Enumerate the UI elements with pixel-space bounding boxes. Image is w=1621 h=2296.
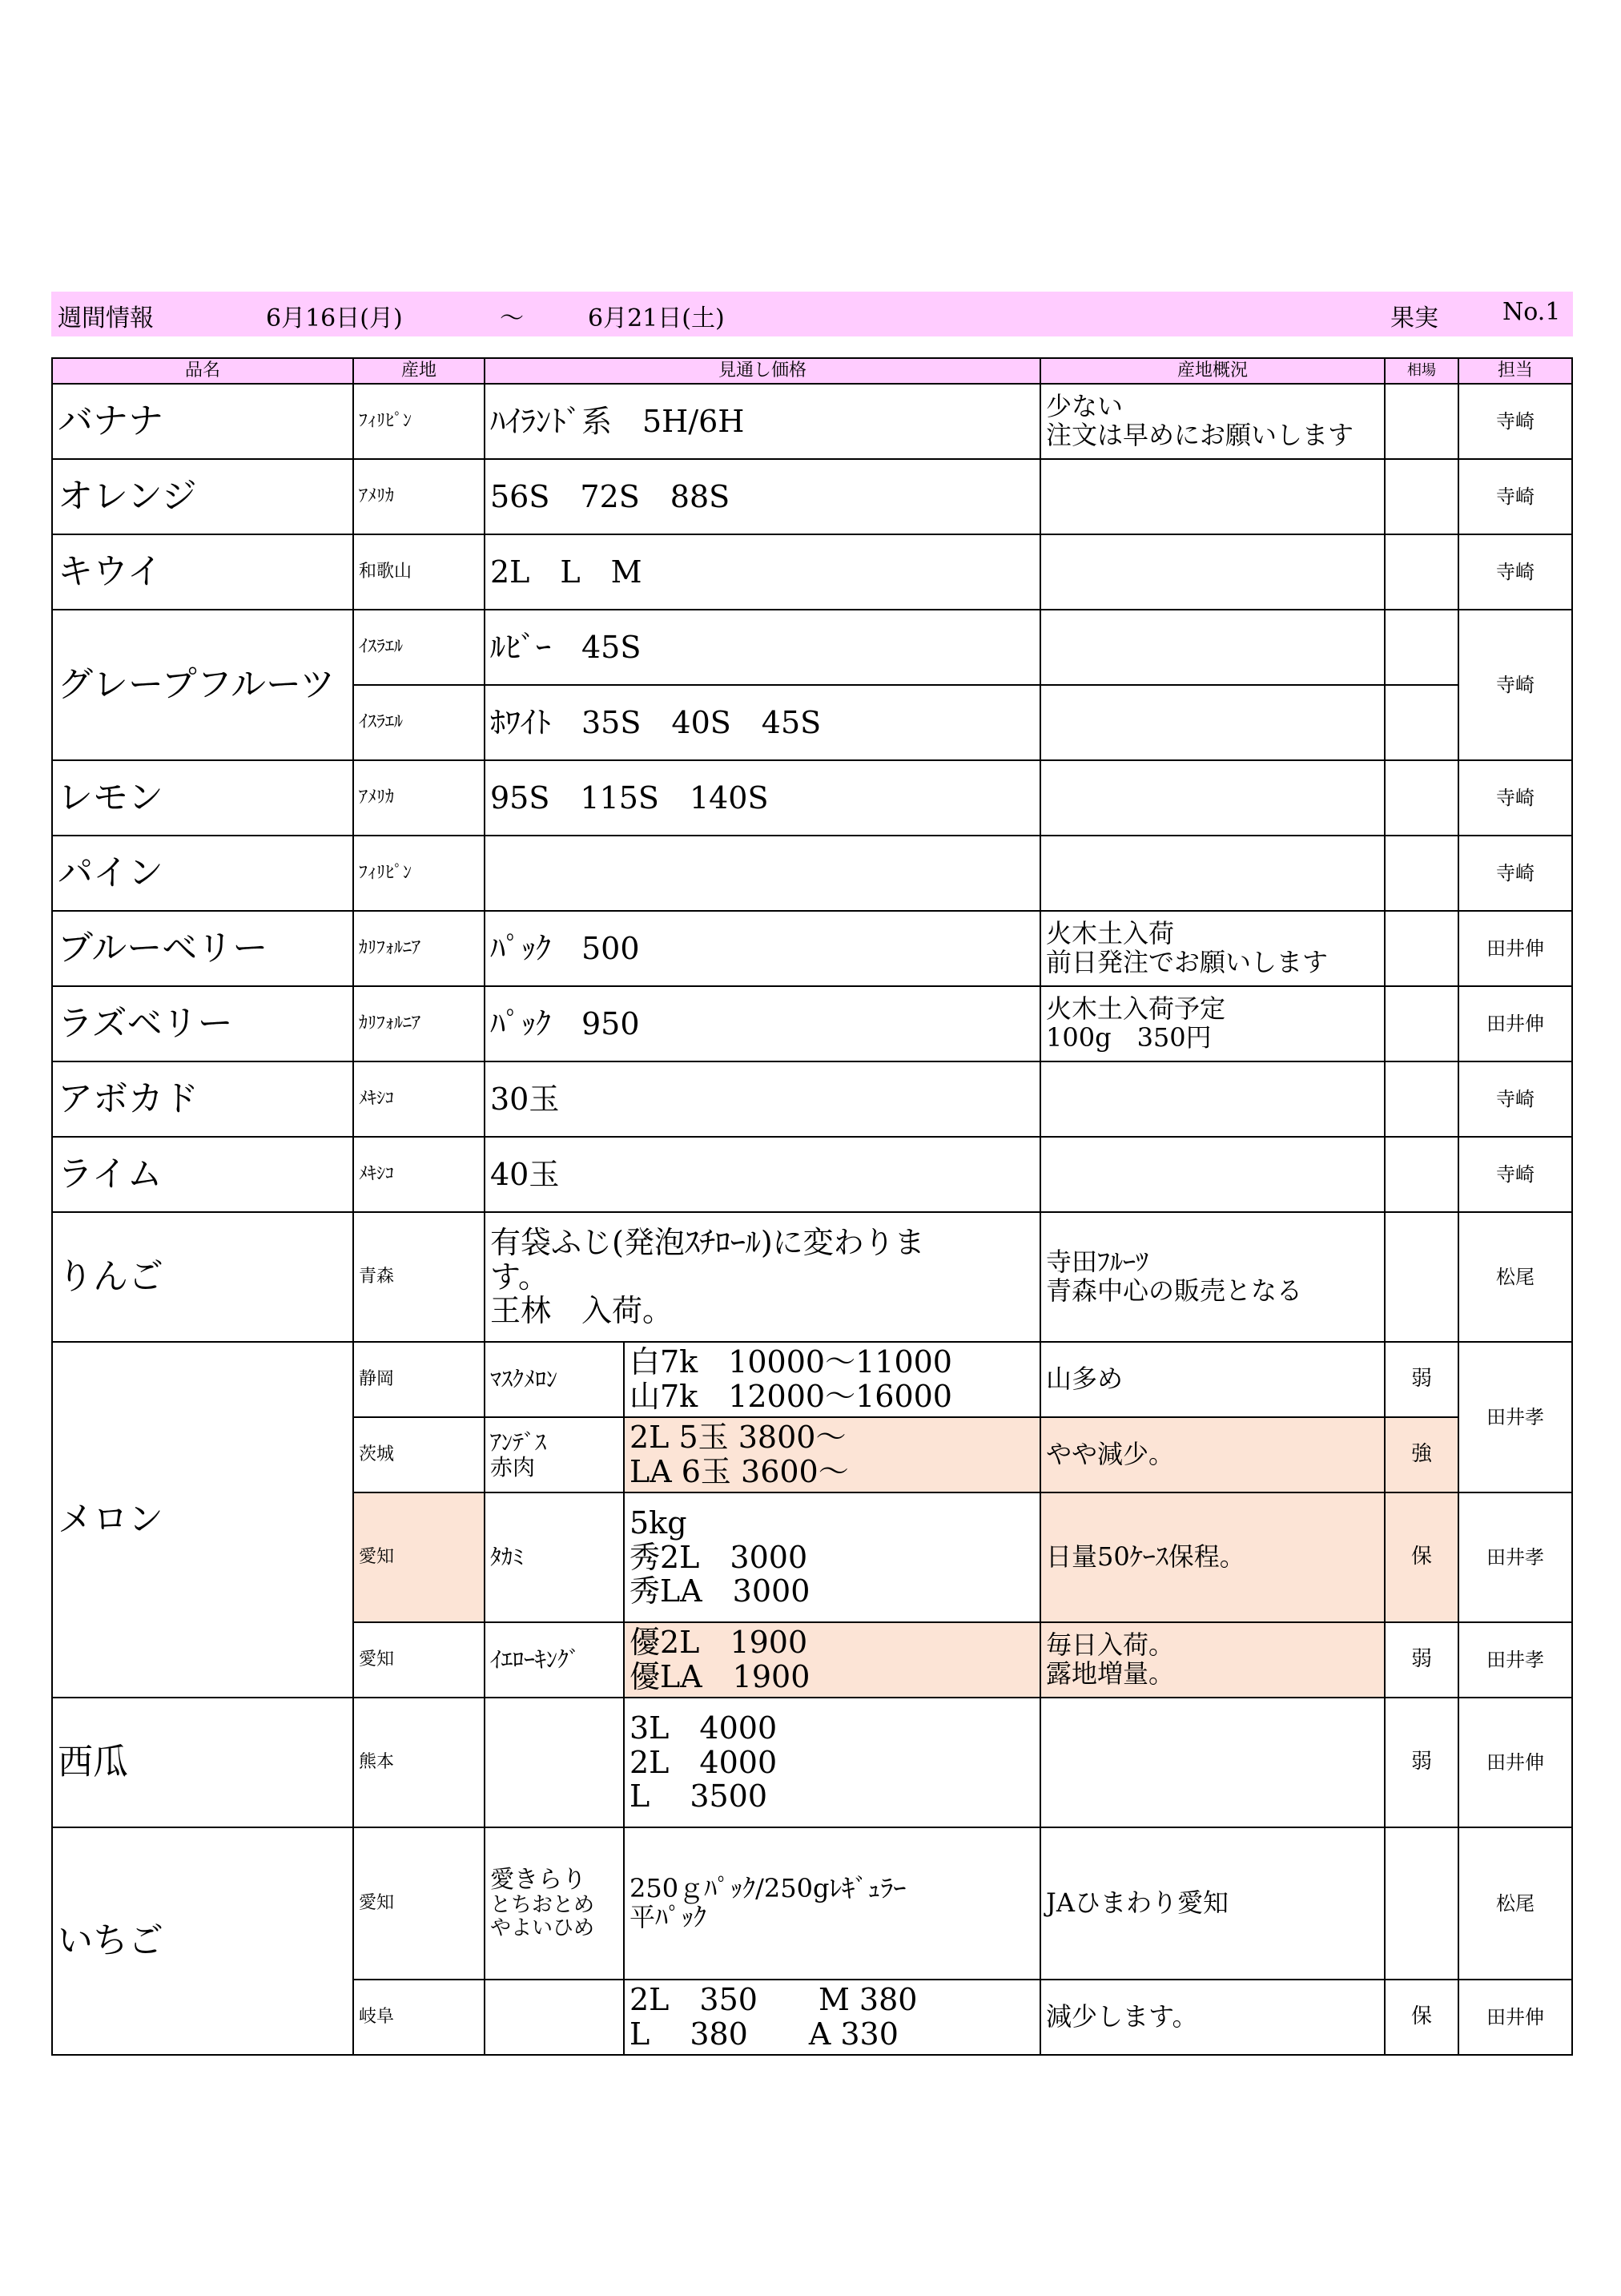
- item-trend: [1385, 1137, 1458, 1212]
- item-staff: 田井孝: [1458, 1342, 1572, 1492]
- item-staff: 田井伸: [1458, 1698, 1572, 1827]
- table-row: [52, 1137, 1572, 1212]
- table-row: [52, 1061, 1572, 1137]
- item-variety: [485, 1698, 624, 1827]
- variety-line: やよいひめ: [490, 1915, 595, 1940]
- item-overview: [1040, 1212, 1385, 1342]
- item-origin: ｲｽﾗｴﾙ: [353, 610, 485, 685]
- overview-line: 注文は早めにお願いします: [1046, 420, 1354, 450]
- item-origin: 愛知: [353, 1492, 485, 1622]
- price-line: 3L 4000: [629, 1710, 778, 1746]
- item-name: パイン: [52, 836, 353, 911]
- price-line: 山7k 12000～16000: [629, 1379, 952, 1414]
- price-line: 2L 5玉 3800～: [629, 1420, 847, 1456]
- item-overview: [1040, 610, 1385, 685]
- item-overview: [1040, 1137, 1385, 1212]
- overview-line: 露地増量。: [1046, 1658, 1175, 1689]
- col-staff: 担当: [1458, 358, 1572, 384]
- item-name: ライム: [52, 1137, 353, 1212]
- item-price: [485, 1212, 1040, 1342]
- item-variety: [485, 1417, 624, 1492]
- table-row: [52, 911, 1572, 986]
- item-staff: 田井孝: [1458, 1622, 1572, 1698]
- item-name: ラズベリー: [52, 986, 353, 1061]
- item-trend: [1385, 459, 1458, 534]
- item-name: レモン: [52, 760, 353, 836]
- item-staff: 寺崎: [1458, 1137, 1572, 1212]
- item-origin: 愛知: [353, 1622, 485, 1698]
- item-staff: 寺崎: [1458, 459, 1572, 534]
- col-name: 品名: [52, 358, 353, 384]
- item-staff: 田井伸: [1458, 986, 1572, 1061]
- item-price: [624, 1342, 1040, 1417]
- overview-line: 少ない: [1046, 391, 1124, 422]
- item-origin: 青森: [353, 1212, 485, 1342]
- col-origin: 産地: [353, 358, 485, 384]
- item-staff: 寺崎: [1458, 384, 1572, 459]
- item-name: 西瓜: [52, 1698, 353, 1827]
- item-variety: [485, 1827, 624, 1980]
- item-price: [624, 1622, 1040, 1698]
- price-table: [51, 357, 1573, 2056]
- item-staff: 松尾: [1458, 1212, 1572, 1342]
- item-overview: [1040, 384, 1385, 459]
- col-trend: 相場: [1385, 358, 1458, 384]
- price-line: 優LA 1900: [629, 1659, 810, 1694]
- item-staff: 田井孝: [1458, 1492, 1572, 1622]
- variety-line: とちおとめ: [490, 1892, 595, 1917]
- price-line: す。: [490, 1259, 549, 1295]
- item-trend: [1385, 911, 1458, 986]
- overview-line: 毎日入荷。: [1046, 1629, 1175, 1661]
- table-row: [52, 1342, 1572, 1417]
- price-line: L 3500: [629, 1778, 768, 1815]
- item-overview: [1040, 911, 1385, 986]
- overview-line: 火木土入荷予定: [1046, 993, 1226, 1025]
- item-name: りんご: [52, 1212, 353, 1342]
- col-price: 見通し価格: [485, 358, 1040, 384]
- item-staff: 寺崎: [1458, 534, 1572, 610]
- col-overview: 産地概況: [1040, 358, 1385, 384]
- price-line: 250ｇﾊﾟｯｸ/250gﾚｷﾞｭﾗｰ: [629, 1873, 907, 1904]
- item-overview: [1040, 459, 1385, 534]
- item-trend: [1385, 1212, 1458, 1342]
- item-trend: 強: [1385, 1417, 1458, 1492]
- item-origin: ｱﾒﾘｶ: [353, 459, 485, 534]
- item-overview: [1040, 986, 1385, 1061]
- item-origin: ﾒｷｼｺ: [353, 1061, 485, 1137]
- item-price: [485, 836, 1040, 911]
- item-overview: [1040, 1698, 1385, 1827]
- item-trend: 弱: [1385, 1698, 1458, 1827]
- price-line: 王林 入荷。: [490, 1293, 674, 1329]
- table-row: [52, 986, 1572, 1061]
- overview-line: 100g 350円: [1046, 1022, 1212, 1053]
- item-staff: 松尾: [1458, 1827, 1572, 1980]
- table-row: [52, 1698, 1572, 1827]
- date-from: 6月16日(月): [266, 304, 403, 332]
- item-trend: 保: [1385, 1980, 1458, 2055]
- item-overview: [1040, 760, 1385, 836]
- item-trend: 弱: [1385, 1622, 1458, 1698]
- item-name: グレープフルーツ: [52, 610, 353, 760]
- item-price: 56S 72S 88S: [485, 459, 1040, 534]
- item-name: ブルーベリー: [52, 911, 353, 986]
- item-origin: ﾌｨﾘﾋﾟﾝ: [353, 836, 485, 911]
- item-price: ﾊｲﾗﾝﾄﾞ系 5H/6H: [485, 384, 1040, 459]
- item-trend: 弱: [1385, 1342, 1458, 1417]
- item-trend: [1385, 760, 1458, 836]
- item-price: 95S 115S 140S: [485, 760, 1040, 836]
- item-staff: 寺崎: [1458, 836, 1572, 911]
- item-origin: 和歌山: [353, 534, 485, 610]
- overview-line: 寺田ﾌﾙｰﾂ: [1046, 1247, 1149, 1278]
- table-row: [52, 760, 1572, 836]
- overview-line: 前日発注でお願いします: [1046, 947, 1329, 977]
- sheet-number: No.1: [1502, 298, 1561, 326]
- date-separator: ～: [500, 304, 524, 332]
- item-price: 2L L M: [485, 534, 1040, 610]
- item-origin: 愛知: [353, 1827, 485, 1980]
- price-line: 2L 350 M 380: [629, 1982, 918, 2018]
- item-overview: [1040, 534, 1385, 610]
- item-trend: [1385, 384, 1458, 459]
- item-overview: [1040, 1622, 1385, 1698]
- item-origin: ｶﾘﾌｫﾙﾆｱ: [353, 986, 485, 1061]
- variety-line: ｱﾝﾃﾞｽ: [490, 1428, 547, 1456]
- item-trend: [1385, 836, 1458, 911]
- table-row: [52, 836, 1572, 911]
- item-overview: 山多め: [1040, 1342, 1385, 1417]
- item-price: [624, 1492, 1040, 1622]
- price-line: 5kg: [629, 1505, 687, 1541]
- item-origin: ｲｽﾗｴﾙ: [353, 685, 485, 760]
- item-origin: ｱﾒﾘｶ: [353, 760, 485, 836]
- item-origin: 茨城: [353, 1417, 485, 1492]
- table-row: [52, 610, 1572, 685]
- category-label: 果実: [1390, 304, 1438, 332]
- item-price: ﾎﾜｲﾄ 35S 40S 45S: [485, 685, 1040, 760]
- item-name: バナナ: [52, 384, 353, 459]
- table-row: [52, 1212, 1572, 1342]
- item-trend: [1385, 685, 1458, 760]
- item-trend: [1385, 986, 1458, 1061]
- item-overview: [1040, 685, 1385, 760]
- variety-line: 愛きらり: [490, 1866, 586, 1895]
- item-trend: [1385, 610, 1458, 685]
- item-price: ﾊﾟｯｸ 500: [485, 911, 1040, 986]
- item-staff: 寺崎: [1458, 1061, 1572, 1137]
- item-variety: ｲｴﾛｰｷﾝｸﾞ: [485, 1622, 624, 1698]
- variety-line: 赤肉: [490, 1454, 536, 1480]
- item-price: 40玉: [485, 1137, 1040, 1212]
- item-staff: 寺崎: [1458, 760, 1572, 836]
- item-overview: やや減少。: [1040, 1417, 1385, 1492]
- item-origin: ﾒｷｼｺ: [353, 1137, 485, 1212]
- item-overview: 日量50ｹｰｽ保程。: [1040, 1492, 1385, 1622]
- overview-line: 火木土入荷: [1046, 918, 1175, 949]
- overview-line: 青森中心の販売となる: [1046, 1275, 1303, 1306]
- item-origin: ﾌｨﾘﾋﾟﾝ: [353, 384, 485, 459]
- header-bar: [51, 292, 1573, 336]
- item-origin: 岐阜: [353, 1980, 485, 2055]
- header-row: [52, 358, 1572, 384]
- item-trend: [1385, 534, 1458, 610]
- item-trend: 保: [1385, 1492, 1458, 1622]
- table-row: [52, 384, 1572, 459]
- item-origin: 静岡: [353, 1342, 485, 1417]
- price-line: 有袋ふじ(発泡ｽﾁﾛｰﾙ)に変わりま: [490, 1225, 925, 1261]
- price-line: 優2L 1900: [629, 1625, 808, 1661]
- price-line: 平ﾊﾟｯｸ: [629, 1902, 707, 1932]
- item-variety: [485, 1980, 624, 2055]
- item-price: ﾊﾟｯｸ 950: [485, 986, 1040, 1061]
- item-origin: 熊本: [353, 1698, 485, 1827]
- item-trend: [1385, 1061, 1458, 1137]
- item-name: いちご: [52, 1827, 353, 2055]
- price-line: 2L 4000: [629, 1744, 778, 1780]
- item-staff: 田井伸: [1458, 911, 1572, 986]
- item-price: 30玉: [485, 1061, 1040, 1137]
- table-row: [52, 534, 1572, 610]
- item-name: アボカド: [52, 1061, 353, 1137]
- item-staff: 寺崎: [1458, 610, 1572, 760]
- item-price: [624, 1417, 1040, 1492]
- item-staff: 田井伸: [1458, 1980, 1572, 2055]
- item-name: キウイ: [52, 534, 353, 610]
- table-row: [52, 459, 1572, 534]
- item-price: [624, 1698, 1040, 1827]
- price-line: L 380 A 330: [629, 2016, 899, 2052]
- item-overview: [1040, 1061, 1385, 1137]
- item-name: メロン: [52, 1342, 353, 1698]
- item-trend: [1385, 1827, 1458, 1980]
- item-name: オレンジ: [52, 459, 353, 534]
- item-price: [624, 1827, 1040, 1980]
- price-line: 秀LA 3000: [629, 1573, 810, 1609]
- item-overview: JAひまわり愛知: [1040, 1827, 1385, 1980]
- item-price: [624, 1980, 1040, 2055]
- item-overview: 減少します。: [1040, 1980, 1385, 2055]
- item-overview: [1040, 836, 1385, 911]
- header-label: 週間情報: [58, 304, 154, 332]
- item-variety: ﾏｽｸﾒﾛﾝ: [485, 1342, 624, 1417]
- price-line: 白7k 10000～11000: [629, 1344, 952, 1380]
- date-to: 6月21日(土): [588, 304, 725, 332]
- table-row: [52, 1827, 1572, 1980]
- item-variety: ﾀｶﾐ: [485, 1492, 624, 1622]
- price-line: 秀2L 3000: [629, 1539, 808, 1575]
- price-line: LA 6玉 3600～: [629, 1454, 849, 1489]
- item-price: ﾙﾋﾞｰ 45S: [485, 610, 1040, 685]
- item-origin: ｶﾘﾌｫﾙﾆｱ: [353, 911, 485, 986]
